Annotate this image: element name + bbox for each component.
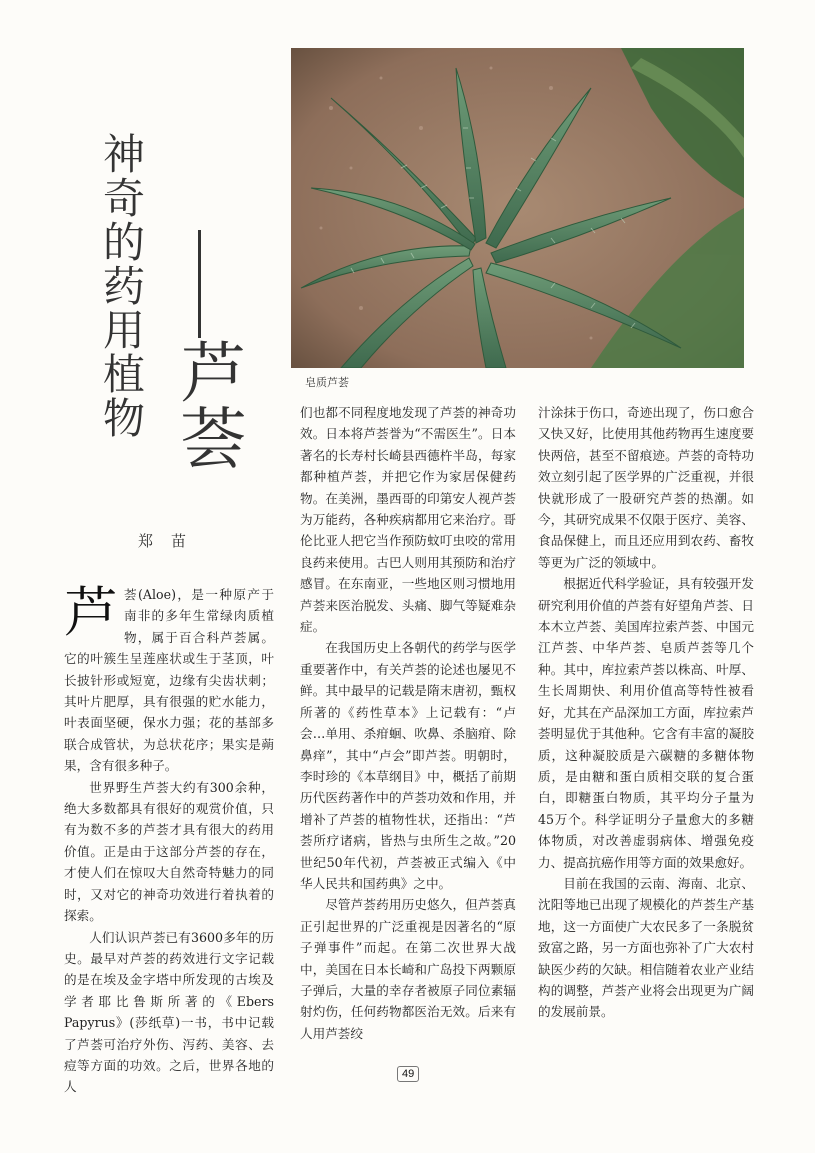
paragraph: 人们认识芦荟已有3600多年的历史。最早对芦荟的药效进行文字记载的是在埃及金字塔中所发现的古埃及学者耶比鲁斯所著的《Ebers Papyrus》(莎纸草)一书，书中记载了芦荟可治疗外伤、泻药、美容、去痘等方面的功效。之后，世界各地的人 — [64, 929, 274, 1095]
paragraph — [64, 581, 274, 777]
text-column-3 — [538, 402, 754, 1023]
paragraph-text: 荟(Aloe)，是一种原产于南非的多年生常绿肉质植物，属于百合科芦荟属。它的叶簇生呈莲座状或生于茎顶，叶长披针形或短宽，边缘有尖齿状刺；其叶片肥厚，具有很强的贮水能力，叶表面坚硬，保水力强；花的基部多联合成管状，为总状花序；果实是蒴果，含有很多种子。 — [64, 587, 274, 774]
article-title: 神奇的药用植物 — [97, 132, 146, 440]
text-column-2 — [300, 402, 516, 1044]
photo-caption: 皂质芦荟 — [305, 376, 349, 389]
paragraph: 目前在我国的云南、海南、北京、沈阳等地已出现了规模化的芦荟生产基地，这一方面使广大农民多了一条脱贫致富之路，另一方面也弥补了广大农村缺医少药的欠缺。相信随着农业产业结构的调整，芦荟产业将会出现更为广阔的发展前景。 — [538, 875, 754, 1020]
drop-cap: 芦 — [64, 581, 118, 644]
paragraph: 尽管芦荟药用历史悠久，但芦荟真正引起世界的广泛重视是因著名的“原子弹事件”而起。在第二次世界大战中，美国在日本长崎和广岛投下两颗原子弹后，大量的幸存者被原子同位素辐射灼伤，任何药物都医治无效。后来有人用芦荟绞 — [300, 897, 516, 1041]
title-dash — [198, 230, 201, 338]
aloe-photo — [291, 48, 744, 368]
paragraph: 根据近代科学验证，具有较强开发研究利用价值的芦荟有好望角芦荟、日本木立芦荟、美国库拉索芦荟、中国元江芦荟、中华芦荟、皂质芦荟等几个种。其中，库拉索芦荟以株高、叶厚、生长周期快、利用价值高等特性被看好，尤其在产品深加工方面，库拉索芦荟明显优于其他种。它含有丰富的凝胶质，这种凝胶质是六碳糖的多糖体物质，是由糖和蛋白质相交联的复合蛋白，即糖蛋白物质，其平均分子量为45万个。科学证明分子量愈大的多糖体物质，对改善虚弱病体、增强免疫力、提高抗癌作用等方面的效果愈好。 — [538, 576, 754, 870]
text-column-1 — [64, 581, 274, 1098]
paragraph: 世界野生芦荟大约有300余种，绝大多数都具有很好的观赏价值，只有为数不多的芦荟才具有很大的药用价值。正是由于这部分芦荟的存在，才使人们在惊叹大自然奇特魅力的同时，又对它的神奇功效进行着执着的探索。 — [64, 779, 274, 924]
paragraph: 们也都不同程度地发现了芦荟的神奇功效。日本将芦荟誉为“不需医生”。日本著名的长寿村长崎县西德杵半岛，每家都种植芦荟，并把它作为家居保健药物。在美洲，墨西哥的印第安人视芦荟为万能药，各种疾病都用它来治疗。哥伦比亚人把它当作预防蚊叮虫咬的常用良药来使用。古巴人则用其预防和治疗感冒。在东南亚，一些地区则习惯地用芦荟来医治脱发、头痛、脚气等疑难杂症。 — [300, 405, 516, 635]
author-name: 郑苗 — [138, 532, 205, 550]
paragraph: 在我国历史上各朝代的药学与医学重要著作中，有关芦荟的论述也屡见不鲜。其中最早的记载是隋末唐初，甄权所著的《药性草本》上记载有：“卢会…单用、杀疳蛔、吹鼻、杀脑疳、除鼻痒”，其中“卢会”即芦荟。明朝时，李时珍的《本草纲目》中，概括了前期历代医药著作中的芦荟功效和作用，并增补了芦荟的植物性状，还指出：“芦荟所疗诸病，皆热与虫所生之故。”20世纪50年代初，芦荟被正式编入《中华人民共和国药典》之中。 — [300, 640, 516, 891]
paragraph: 汁涂抹于伤口，奇迹出现了，伤口愈合又快又好，比使用其他药物再生速度要快两倍，甚至不留痕迹。芦荟的奇特功效立刻引起了医学界的广泛重视，并很快就形成了一股研究芦荟的热潮。如今，其研究成果不仅限于医疗、美容、食品保健上，而且还应用到农药、畜牧等更为广泛的领域中。 — [538, 405, 754, 570]
article-subtitle: 芦荟 — [169, 338, 246, 470]
page-number: 49 — [397, 1066, 419, 1082]
